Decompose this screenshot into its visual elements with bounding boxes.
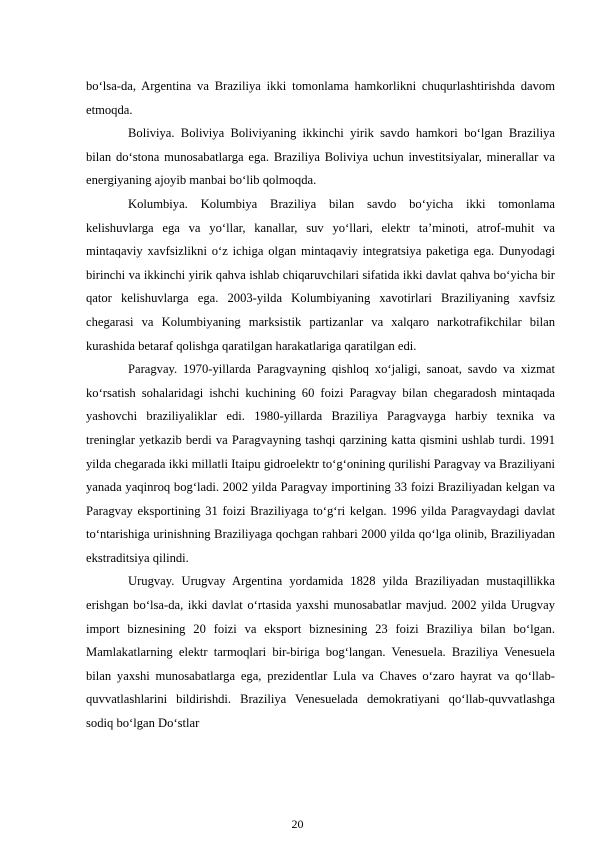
paragraph-urugvay: Urugvay. Urugvay Argentina yordamida 1828 yilda Braziliyadan mustaqillikka erishgan bo‘lsa-da, ikki davlat o‘rtasida yaxshi munosabatlar mavjud. 2002 yilda Urugvay import biznesining 20 foizi va eksport biznesining 23 foizi Braziliya bilan bo‘lgan. Mamlakatlarning elektr tarmoqlari bir-biriga bog‘langan. Venesuela. Braziliya Venesuela bilan yaxshi munosabatlarga ega, prezidentlar Lula va Chaves o‘zaro hayrat va qo‘llab-quvvatlashlarini bildirishdi. Braziliya Venesuelada demokratiyani qo‘llab-quvvatlashga sodiq bo‘lgan Do‘stlar bbox=[86, 574, 555, 731]
paragraph-kolumbiya: Kolumbiya. Kolumbiya Braziliya bilan savdo bo‘yicha ikki tomonlama kelishuvlarga ega va yo‘llar, kanallar, suv yo‘llari, elektr ta’minoti, atrof-muhit va mintaqaviy xavfsizlikni o‘z ichiga olgan mintaqaviy integratsiya paketiga ega. Dunyodagi birinchi va ikkinchi yirik qahva ishlab chiqaruvchilari sifatida ikki davlat qahva bo‘yicha bir qator kelishuvlarga ega. 2003-yilda Kolumbiyaning xavotirlari Braziliyaning xavfsiz chegarasi va Kolumbiyaning marksistik partizanlar va xalqaro narkotrafikchilar bilan kurashida betaraf qolishga qaratilgan harakatlariga qaratilgan edi. bbox=[86, 196, 555, 353]
paragraph-paragvay: Paragvay. 1970-yillarda Paragvayning qishloq xo‘jaligi, sanoat, savdo va xizmat ko‘rsatish sohalaridagi ishchi kuchining 60 foizi Paragvay bilan chegaradosh mintaqada yashovchi braziliyaliklar edi. 1980-yillarda Braziliya Paragvayga harbiy texnika va treninglar yetkazib berdi va Paragvayning tashqi qarzining katta qismini ushlab turdi. 1991 yilda chegarada ikki millatli Itaipu gidroelektr to‘g‘onining qurilishi Paragvay va Braziliyani yanada yaqinroq bog‘ladi. 2002 yilda Paragvay importining 33 foizi Braziliyadan kelgan va Paragvay eksportining 31 foizi Braziliyaga to‘g‘ri kelgan. 1996 yilda Paragvaydagi davlat to‘ntarishiga urinishning Braziliyaga qochgan rahbari 2000 yilda qo‘lga olinib, Braziliyadan ekstraditsiya qilindi. bbox=[86, 362, 555, 565]
page-number: 20 bbox=[291, 817, 304, 831]
paragraph-boliviya: Boliviya. Boliviya Boliviyaning ikkinchi yirik savdo hamkori bo‘lgan Braziliya bilan do‘stona munosabatlarga ega. Braziliya Boliviya uchun investitsiyalar, minerallar va energiyaning ajoyib manbai bo‘lib qolmoqda. bbox=[86, 126, 555, 188]
paragraph-continuation: bo‘lsa-da, Argentina va Braziliya ikki tomonlama hamkorlikni chuqurlashtirishda davom etmoqda. bbox=[86, 79, 555, 117]
document-body bbox=[86, 75, 555, 736]
